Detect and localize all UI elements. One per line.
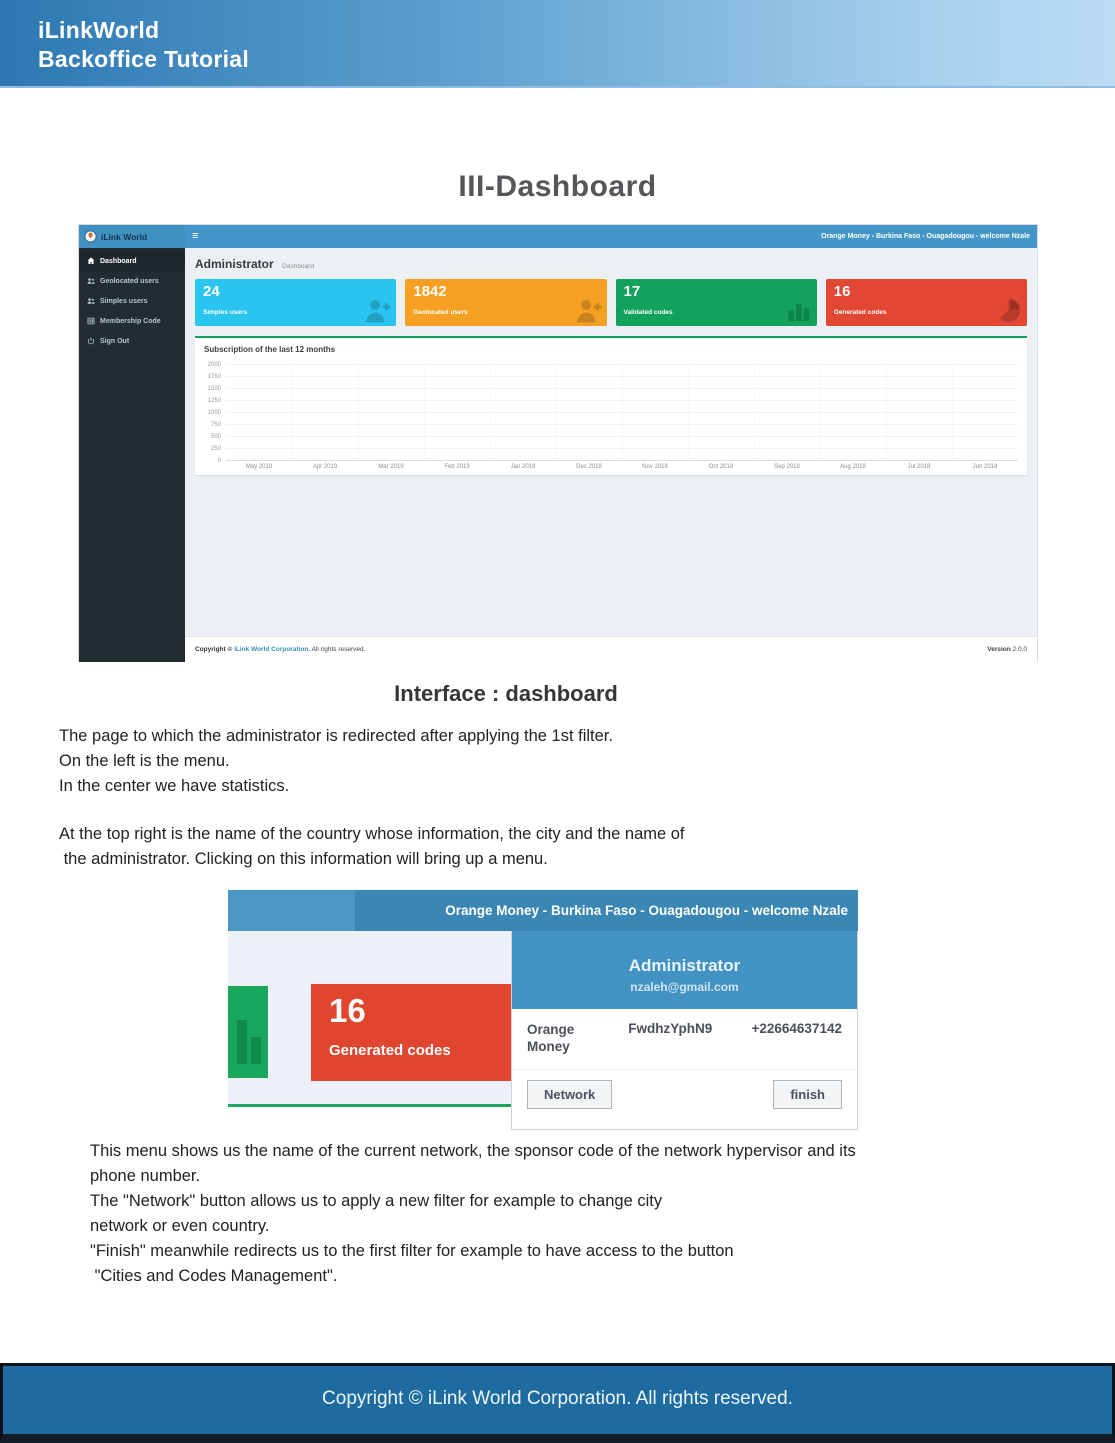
dropdown-body — [512, 1009, 857, 1070]
card-value: 1842 — [413, 283, 447, 300]
x-tick-label: Aug 2018 — [840, 464, 866, 470]
paragraph-line: The "Network" button allows us to apply a new filter for example to change city — [90, 1192, 663, 1210]
card-value: 16 — [329, 992, 366, 1029]
copyright-prefix: Copyright © — [195, 646, 235, 653]
table-icon — [87, 317, 95, 325]
sponsor-code: FwdhzYphN9 — [628, 1021, 713, 1036]
sidebar-item-membership-code[interactable] — [79, 311, 185, 331]
validated-codes-card-fragment — [228, 986, 268, 1078]
pie-chart-icon — [995, 297, 1022, 324]
gridline-vertical — [622, 365, 623, 461]
dashboard-footer — [185, 636, 1037, 662]
footer-corporation-link[interactable]: iLink World Corporation. — [234, 646, 311, 653]
paragraph-line: network or even country. — [90, 1217, 270, 1235]
gridline-vertical — [886, 365, 887, 461]
user-plus-icon — [364, 297, 391, 324]
card-label: Validated codes — [623, 308, 673, 316]
y-tick-label: 1750 — [207, 374, 221, 380]
page-footer — [0, 1363, 1115, 1443]
sidebar-item-label: Geolocated users — [100, 277, 159, 285]
chart-plot — [226, 365, 1018, 461]
sidebar-item-label: Membership Code — [100, 317, 161, 325]
card-value: 17 — [623, 283, 641, 300]
y-tick-label: 750 — [210, 422, 221, 428]
y-tick-label: 500 — [210, 434, 221, 440]
chart-box — [195, 336, 1027, 475]
network-name: Orange Money — [527, 1022, 575, 1054]
chart-box-top-border — [228, 1104, 513, 1107]
paragraph-line: At the top right is the name of the country whose information, the city and the name of — [59, 825, 685, 843]
chart-y-axis — [204, 362, 226, 464]
page-footer-text: Copyright © iLink World Corporation. All rights reserved. — [322, 1388, 793, 1409]
card-value: 24 — [203, 283, 220, 300]
network-button[interactable]: Network — [527, 1080, 612, 1109]
stat-card-generated-codes — [826, 279, 1027, 326]
paragraph-line: The page to which the administrator is redirected after applying the 1st filter. — [59, 727, 613, 745]
paragraph-line: "Finish" meanwhile redirects us to the first filter for example to have access to the button — [90, 1242, 734, 1260]
gridline-vertical — [688, 365, 689, 461]
user-plus-icon — [575, 297, 602, 324]
navbar-user-info[interactable]: Orange Money - Burkina Faso - Ouagadougou - welcome Nzale — [821, 233, 1030, 240]
sidebar-item-label: Simples users — [100, 297, 148, 305]
content-header — [185, 248, 1037, 279]
dropdown-email: nzaleh@gmail.com — [630, 980, 739, 994]
copyright-suffix: All rights reserved. — [310, 646, 366, 653]
sidebar-item-label: Sign Out — [100, 337, 130, 345]
power-icon — [87, 337, 95, 345]
stat-card-simples-users — [195, 279, 396, 326]
card-value: 16 — [833, 283, 851, 300]
y-tick-label: 250 — [210, 446, 221, 452]
chart-x-axis — [226, 461, 1018, 470]
paragraph-1 — [59, 724, 613, 799]
x-tick-label: Mar 2019 — [378, 464, 404, 470]
dropdown-header — [512, 931, 857, 1009]
dashboard-navbar — [79, 225, 1037, 248]
sidebar-item-label: Dashboard — [100, 257, 137, 265]
stat-card-geolocated-users — [405, 279, 606, 326]
app-logo[interactable] — [79, 225, 185, 248]
stat-cards — [185, 279, 1037, 326]
y-tick-label: 1250 — [207, 398, 221, 404]
bar-chart-icon — [237, 1020, 247, 1064]
x-tick-label: Dec 2018 — [576, 464, 602, 470]
y-tick-label: 1500 — [207, 386, 221, 392]
dashboard-screenshot — [78, 224, 1038, 662]
menu-screenshot — [228, 890, 858, 1130]
gridline-vertical — [556, 365, 557, 461]
user-dropdown-menu — [511, 931, 858, 1130]
x-tick-label: Nov 2018 — [642, 464, 668, 470]
x-tick-label: May 2019 — [245, 464, 273, 470]
x-tick-label: Jun 2018 — [972, 464, 998, 470]
gridline-vertical — [358, 365, 359, 461]
version-number: 2.0.0 — [1010, 646, 1027, 653]
sidebar-item-dashboard[interactable] — [79, 251, 185, 271]
card-label: Geolocated users — [413, 308, 468, 316]
sidebar-item-simples-users[interactable] — [79, 291, 185, 311]
generated-codes-card — [311, 984, 511, 1081]
card-label: Generated codes — [329, 1042, 451, 1059]
top-banner — [0, 0, 1115, 88]
globe-icon — [84, 230, 97, 243]
menu-background-area — [228, 931, 511, 1107]
gridline-vertical — [292, 365, 293, 461]
y-tick-label: 0 — [217, 458, 221, 464]
dashboard-main — [185, 248, 1037, 662]
gridline-vertical — [952, 365, 953, 461]
card-label: Generated codes — [833, 308, 887, 316]
gridline-vertical — [424, 365, 425, 461]
banner-subtitle: Backoffice Tutorial — [38, 46, 250, 72]
content-title: Administrator — [195, 257, 274, 271]
sidebar-item-geolocated-users[interactable] — [79, 271, 185, 291]
paragraph-line: phone number. — [90, 1167, 201, 1185]
paragraph-line: the administrator. Clicking on this information will bring up a menu. — [59, 850, 548, 868]
y-tick-label: 1000 — [207, 410, 221, 416]
paragraph-line: In the center we have statistics. — [59, 777, 290, 795]
x-tick-label: Oct 2018 — [708, 464, 734, 470]
brand-name: iLink World — [101, 231, 148, 242]
gridline-vertical — [820, 365, 821, 461]
dashboard-version — [987, 646, 1027, 653]
phone-number: +22664637142 — [751, 1021, 842, 1036]
paragraph-line: "Cities and Codes Management". — [90, 1267, 338, 1285]
paragraph-2 — [59, 822, 685, 872]
finish-button[interactable]: finish — [773, 1080, 842, 1109]
bar-chart-icon — [785, 297, 812, 324]
paragraph-line: On the left is the menu. — [59, 752, 230, 770]
paragraph-line: This menu shows us the name of the current network, the sponsor code of the network hypervisor and its — [90, 1142, 856, 1160]
menu-navbar — [228, 890, 858, 931]
x-tick-label: Jan 2019 — [510, 464, 536, 470]
dashboard-navbar-right — [185, 225, 1037, 248]
sidebar-item-sign-out[interactable] — [79, 331, 185, 351]
paragraph-3 — [90, 1139, 856, 1289]
dropdown-footer — [512, 1070, 857, 1119]
users-icon — [87, 297, 95, 305]
gridline-vertical — [490, 365, 491, 461]
x-tick-label: Feb 2019 — [444, 464, 470, 470]
users-icon — [87, 277, 95, 285]
breadcrumb: Dashboard — [282, 263, 314, 270]
gridline-vertical — [754, 365, 755, 461]
dropdown-title: Administrator — [628, 956, 741, 975]
page-title: III-Dashboard — [458, 170, 657, 203]
x-tick-label: Sep 2018 — [774, 464, 800, 470]
menu-navbar-logo-area — [228, 890, 355, 931]
menu-body — [228, 931, 858, 1130]
hamburger-icon[interactable]: ≡ — [192, 230, 199, 242]
navbar-user-info-2[interactable]: Orange Money - Burkina Faso - Ouagadougou - welcome Nzale — [355, 890, 858, 931]
chart-title: Subscription of the last 12 months — [204, 345, 336, 354]
stat-card-validated-codes — [616, 279, 817, 326]
sidebar — [79, 248, 185, 662]
dashboard-footer-copyright — [195, 646, 365, 653]
section-subtitle: Interface : dashboard — [394, 681, 618, 706]
banner-title: iLinkWorld — [38, 17, 160, 43]
x-tick-label: Jul 2018 — [907, 464, 931, 470]
card-label: Simples users — [203, 308, 248, 316]
version-label: Version — [987, 646, 1011, 653]
y-tick-label: 2000 — [207, 362, 221, 368]
home-icon — [87, 257, 95, 265]
x-tick-label: Apr 2019 — [312, 464, 338, 470]
bar-chart-icon — [251, 1037, 261, 1064]
